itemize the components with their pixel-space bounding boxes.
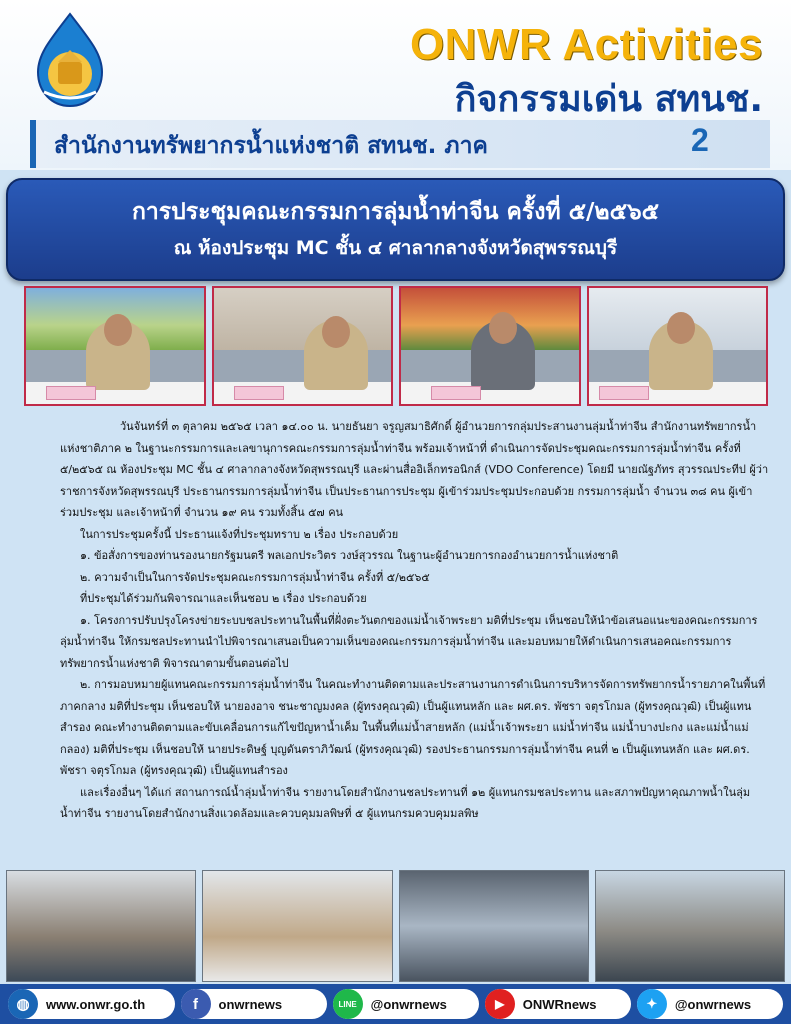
youtube-link[interactable] xyxy=(485,989,631,1019)
paragraph-other-matters: และเรื่องอื่นๆ ได้แก่ สถานการณ์น้ำลุ่มน้ำท่าจีน รายงานโดยสำนักงานชลประทานที่ ๑๒ ผู้แทนกรมชลประทาน และสภาพปัญหาคุณภาพน้ำในลุ่มน้ำท่าจีน รายงานโดยสำนักงานสิ่งแวดล้อมและควบคุมมลพิษที่ ๕ ผู้แทนกรมควบคุมมลพิษ xyxy=(60,785,751,820)
office-region-number: 2 xyxy=(691,122,709,158)
twitter-link[interactable] xyxy=(637,989,783,1019)
office-name: สำนักงานทรัพยากรน้ำแห่งชาติ สทนช. ภาค xyxy=(54,133,488,159)
onwr-logo xyxy=(20,10,120,115)
video-conference-photo xyxy=(399,870,589,982)
brand-title-en: ONWR Activities xyxy=(409,20,763,69)
paragraph-approvals: ที่ประชุมได้ร่วมกันพิจารณาและเห็นชอบ ๒ เรื่อง ประกอบด้วย xyxy=(80,592,367,605)
announcement-item-1: ๑. ข้อสั่งการของท่านรองนายกรัฐมนตรี พลเอกประวิตร วงษ์สุวรรณ ในฐานะผู้อำนวยการกองอำนวยการน้ำแห่งชาติ xyxy=(80,549,619,562)
approval-item-2: ๒. การมอบหมายผู้แทนคณะกรรมการลุ่มน้ำท่าจีน ในคณะทำงานติดตามและประสานงานการดำเนินการบริหารจัดการทรัพยากรน้ำรายภาคในพื้นที่ภาคกลาง มติที่ประชุม เห็นชอบให้ นายองอาจ ชนะชาญมงคล (ผู้ทรงคุณวุฒิ) เป็นผู้แทนหลัก และ ผศ.ดร. พัชรา จตุรโกมล (ผู้ทรงคุณวุฒิ) เป็นผู้แทนสำรอง คณะทำงานติดตามและขับเคลื่อนการแก้ไขปัญหาน้ำเค็ม ในพื้นที่แม่น้ำสายหลัก (แม่น้ำเจ้าพระยา แม่น้ำท่าจีน แม่น้ำบางปะกง และแม่น้ำแม่กลอง) มติที่ประชุม เห็นชอบให้ นายประดิษฐ์ บุญดันตราภิวัฒน์ (ผู้ทรงคุณวุฒิ) รองประธานกรรมการลุ่มน้ำท่าจีน คนที่ ๒ เป็นผู้แทนหลัก และ ผศ.ดร. พัชรา จตุรโกมล (ผู้ทรงคุณวุฒิ) เป็นผู้แทนสำรอง xyxy=(60,678,766,777)
paragraph-intro: วันจันทร์ที่ ๓ ตุลาคม ๒๕๖๕ เวลา ๑๔.๐๐ น. นายธันยา จรูญสมาธิศักดิ์ ผู้อำนวยการกลุ่มประสานงานลุ่มน้ำท่าจีน สำนักงานทรัพยากรน้ำแห่งชาติภาค ๒ ในฐานะกรรมการและเลขานุการคณะกรรมการลุ่มน้ำท่าจีน พร้อมเจ้าหน้าที่ ดำเนินการจัดประชุมคณะกรรมการลุ่มน้ำท่าจีน ครั้งที่ ๕/๒๕๖๕ ณ ห้องประชุม MC ชั้น ๔ ศาลากลางจังหวัดสุพรรณบุรี และผ่านสื่ออิเล็กทรอนิกส์ (VDO Conference) โดยมี นายณัฐภัทร สุวรรณประทีป ผู้ว่าราชการจังหวัดสุพรรณบุรี ประธานกรรมการลุ่มน้ำท่าจีน เป็นประธานการประชุม ผู้เข้าร่วมประชุมประกอบด้วย กรรมการลุ่มน้ำ จำนวน ๓๘ คน ผู้เข้าร่วมประชุม และเจ้าหน้าที่ จำนวน ๑๙ คน รวมทั้งสิ้น ๕๗ คน xyxy=(60,420,769,519)
meeting-photo-4 xyxy=(587,286,769,406)
meeting-photo-3 xyxy=(399,286,581,406)
article-body xyxy=(60,416,770,864)
meeting-room-photo-2 xyxy=(202,870,392,982)
social-footer xyxy=(0,984,791,1024)
meeting-photo-1 xyxy=(24,286,206,406)
brand-title-th: กิจกรรมเด่น สทนช. xyxy=(454,79,763,120)
bottom-photo-row xyxy=(6,870,785,982)
facebook-icon: f xyxy=(181,989,211,1019)
paragraph-announcements: ในการประชุมครั้งนี้ ประธานแจ้งที่ประชุมทราบ ๒ เรื่อง ประกอบด้วย xyxy=(80,527,399,541)
approval-item-1: ๑. โครงการปรับปรุงโครงข่ายระบบชลประทานในพื้นที่ฝั่งตะวันตกของแม่น้ำเจ้าพระยา มติที่ประชุม เห็นชอบให้นำข้อเสนอแนะของคณะกรรมการลุ่มน้ำท่าจีน ให้กรมชลประทานนำไปพิจารณาเสนอเป็นความเห็นของคณะกรรมการลุ่มน้ำท่าจีน และมอบหมายให้ดำเนินการเสนอคณะกรรมการทรัพยากรน้ำแห่งชาติ พิจารณาตามขั้นตอนต่อไป xyxy=(60,613,758,670)
page-header xyxy=(0,0,791,170)
globe-icon: ◍ xyxy=(8,989,38,1019)
line-link[interactable] xyxy=(333,989,479,1019)
youtube-icon: ▶ xyxy=(485,989,515,1019)
top-photo-row xyxy=(24,286,768,406)
facebook-link[interactable] xyxy=(181,989,327,1019)
twitter-text: @onwrnews xyxy=(674,996,752,1012)
twitter-icon: ✦ xyxy=(637,989,667,1019)
line-icon: LINE xyxy=(333,989,363,1019)
website-text: www.onwr.go.th xyxy=(46,996,146,1012)
event-location: ณ ห้องประชุม MC ชั้น ๔ ศาลากลางจังหวัดสุพรรณบุรี xyxy=(173,237,618,259)
meeting-room-photo-3 xyxy=(595,870,785,982)
line-text: @onwrnews xyxy=(370,996,447,1012)
meeting-room-photo-1 xyxy=(6,870,196,982)
event-title: การประชุมคณะกรรมการลุ่มน้ำท่าจีน ครั้งที่ ๕/๒๕๖๕ xyxy=(131,199,660,225)
youtube-text: ONWRnews xyxy=(522,996,597,1012)
facebook-text: onwrnews xyxy=(218,996,283,1012)
website-link[interactable] xyxy=(8,989,175,1019)
meeting-photo-2 xyxy=(212,286,394,406)
office-band xyxy=(30,120,770,168)
event-title-box xyxy=(6,178,785,281)
announcement-item-2: ๒. ความจำเป็นในการจัดประชุมคณะกรรมการลุ่มน้ำท่าจีน ครั้งที่ ๕/๒๕๖๕ xyxy=(80,570,430,584)
